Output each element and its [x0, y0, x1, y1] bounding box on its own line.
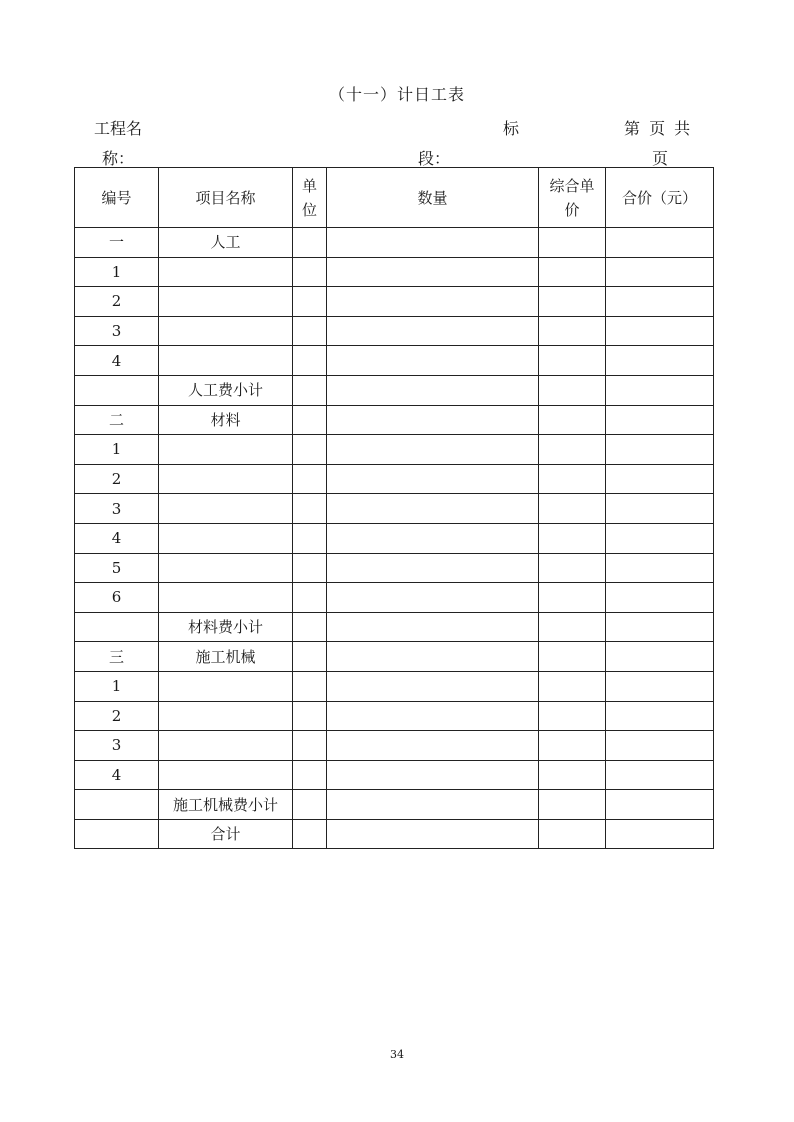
table-row — [75, 671, 714, 701]
table-row — [75, 760, 714, 790]
unit-price-cell — [539, 701, 606, 731]
unit-cell — [293, 583, 327, 613]
unit-cell — [293, 790, 327, 820]
unit-price-cell — [539, 553, 606, 583]
section-label-line2: 段： — [418, 149, 451, 168]
unit-cell — [293, 642, 327, 672]
column-header-total: 合价（元） — [606, 168, 714, 228]
code-cell — [75, 612, 159, 642]
name-cell — [159, 760, 293, 790]
unit-price-cell — [539, 731, 606, 761]
total-cell — [606, 435, 714, 465]
quantity-cell — [327, 760, 539, 790]
name-cell: 施工机械 — [159, 642, 293, 672]
unit-cell — [293, 553, 327, 583]
name-cell: 合计 — [159, 819, 293, 849]
code-cell: 4 — [75, 523, 159, 553]
total-cell — [606, 553, 714, 583]
quantity-cell — [327, 790, 539, 820]
code-cell — [75, 819, 159, 849]
name-cell — [159, 523, 293, 553]
name-cell: 材料费小计 — [159, 612, 293, 642]
column-header-quantity: 数量 — [327, 168, 539, 228]
page-count-label-line2: 页 — [652, 149, 669, 168]
table-row — [75, 346, 714, 376]
unit-price-cell — [539, 346, 606, 376]
unit-cell — [293, 701, 327, 731]
name-cell — [159, 671, 293, 701]
name-cell — [159, 553, 293, 583]
name-cell — [159, 701, 293, 731]
unit-price-cell — [539, 612, 606, 642]
name-cell: 施工机械费小计 — [159, 790, 293, 820]
quantity-cell — [327, 642, 539, 672]
quantity-cell — [327, 228, 539, 258]
name-cell — [159, 731, 293, 761]
name-cell — [159, 494, 293, 524]
total-cell — [606, 464, 714, 494]
table-row — [75, 701, 714, 731]
quantity-cell — [327, 671, 539, 701]
quantity-cell — [327, 346, 539, 376]
name-cell — [159, 316, 293, 346]
unit-cell — [293, 228, 327, 258]
total-cell — [606, 494, 714, 524]
table-row — [75, 257, 714, 287]
total-cell — [606, 316, 714, 346]
total-cell — [606, 671, 714, 701]
table-row — [75, 494, 714, 524]
quantity-cell — [327, 435, 539, 465]
total-cell — [606, 731, 714, 761]
total-cell — [606, 760, 714, 790]
quantity-cell — [327, 494, 539, 524]
total-cell — [606, 257, 714, 287]
code-cell: 4 — [75, 346, 159, 376]
quantity-cell — [327, 316, 539, 346]
table-row — [75, 583, 714, 613]
column-header-unit-bottom: 位 — [301, 200, 317, 219]
code-cell: 1 — [75, 671, 159, 701]
unit-price-cell — [539, 435, 606, 465]
unit-cell — [293, 435, 327, 465]
code-cell — [75, 375, 159, 405]
unit-cell — [293, 494, 327, 524]
name-cell — [159, 435, 293, 465]
name-cell — [159, 346, 293, 376]
name-cell: 人工费小计 — [159, 375, 293, 405]
unit-price-cell — [539, 257, 606, 287]
unit-price-cell — [539, 671, 606, 701]
code-cell: 5 — [75, 553, 159, 583]
name-cell — [159, 287, 293, 317]
unit-cell — [293, 731, 327, 761]
column-header-unit-price — [539, 168, 606, 228]
code-cell: 1 — [75, 257, 159, 287]
total-cell — [606, 612, 714, 642]
table-body — [75, 228, 714, 849]
unit-cell — [293, 405, 327, 435]
project-name-label-line2: 称： — [102, 149, 135, 168]
table-row — [75, 316, 714, 346]
table-row — [75, 228, 714, 258]
quantity-cell — [327, 553, 539, 583]
table-row — [75, 287, 714, 317]
day-work-table — [74, 167, 714, 849]
unit-cell — [293, 523, 327, 553]
total-cell — [606, 819, 714, 849]
total-cell — [606, 701, 714, 731]
table-row — [75, 553, 714, 583]
page-number: 34 — [390, 1048, 404, 1061]
unit-cell — [293, 760, 327, 790]
quantity-cell — [327, 287, 539, 317]
code-cell — [75, 790, 159, 820]
code-cell: 二 — [75, 405, 159, 435]
total-cell — [606, 583, 714, 613]
unit-price-cell — [539, 228, 606, 258]
unit-price-cell — [539, 642, 606, 672]
unit-price-cell — [539, 760, 606, 790]
total-cell — [606, 375, 714, 405]
name-cell: 材料 — [159, 405, 293, 435]
column-header-unit-price-bottom: 价 — [564, 200, 580, 219]
quantity-cell — [327, 375, 539, 405]
unit-cell — [293, 287, 327, 317]
code-cell: 2 — [75, 701, 159, 731]
column-header-unit-top: 单 — [301, 176, 317, 195]
quantity-cell — [327, 257, 539, 287]
code-cell: 1 — [75, 435, 159, 465]
table-header-row — [75, 168, 714, 228]
code-cell: 6 — [75, 583, 159, 613]
quantity-cell — [327, 523, 539, 553]
total-cell — [606, 642, 714, 672]
unit-price-cell — [539, 790, 606, 820]
table-row — [75, 375, 714, 405]
unit-price-cell — [539, 819, 606, 849]
name-cell — [159, 257, 293, 287]
section-label-line1: 标 — [503, 119, 520, 138]
code-cell: 3 — [75, 316, 159, 346]
unit-price-cell — [539, 287, 606, 317]
quantity-cell — [327, 731, 539, 761]
column-header-unit — [293, 168, 327, 228]
code-cell: 一 — [75, 228, 159, 258]
code-cell: 2 — [75, 464, 159, 494]
unit-price-cell — [539, 464, 606, 494]
quantity-cell — [327, 464, 539, 494]
table-row — [75, 819, 714, 849]
code-cell: 4 — [75, 760, 159, 790]
table-row — [75, 790, 714, 820]
quantity-cell — [327, 612, 539, 642]
quantity-cell — [327, 701, 539, 731]
table-row — [75, 642, 714, 672]
page-title: （十一）计日工表 — [328, 85, 465, 104]
unit-price-cell — [539, 583, 606, 613]
unit-cell — [293, 612, 327, 642]
quantity-cell — [327, 819, 539, 849]
name-cell — [159, 583, 293, 613]
code-cell: 3 — [75, 731, 159, 761]
table-row — [75, 405, 714, 435]
name-cell — [159, 464, 293, 494]
unit-cell — [293, 346, 327, 376]
unit-cell — [293, 316, 327, 346]
code-cell: 2 — [75, 287, 159, 317]
name-cell: 人工 — [159, 228, 293, 258]
total-cell — [606, 405, 714, 435]
quantity-cell — [327, 405, 539, 435]
column-header-name: 项目名称 — [159, 168, 293, 228]
quantity-cell — [327, 583, 539, 613]
total-cell — [606, 346, 714, 376]
unit-price-cell — [539, 405, 606, 435]
code-cell: 三 — [75, 642, 159, 672]
unit-price-cell — [539, 316, 606, 346]
column-header-unit-price-top: 综合单 — [549, 176, 595, 195]
page-count-label-line1: 第 页 共 — [624, 119, 691, 138]
unit-price-cell — [539, 494, 606, 524]
unit-cell — [293, 671, 327, 701]
project-name-label-line1: 工程名 — [94, 119, 143, 138]
table-row — [75, 464, 714, 494]
total-cell — [606, 523, 714, 553]
unit-cell — [293, 375, 327, 405]
table-row — [75, 435, 714, 465]
table-row — [75, 523, 714, 553]
unit-cell — [293, 819, 327, 849]
table-row — [75, 731, 714, 761]
unit-cell — [293, 257, 327, 287]
total-cell — [606, 228, 714, 258]
table-row — [75, 612, 714, 642]
unit-cell — [293, 464, 327, 494]
code-cell: 3 — [75, 494, 159, 524]
unit-price-cell — [539, 375, 606, 405]
total-cell — [606, 287, 714, 317]
total-cell — [606, 790, 714, 820]
column-header-code: 编号 — [75, 168, 159, 228]
unit-price-cell — [539, 523, 606, 553]
